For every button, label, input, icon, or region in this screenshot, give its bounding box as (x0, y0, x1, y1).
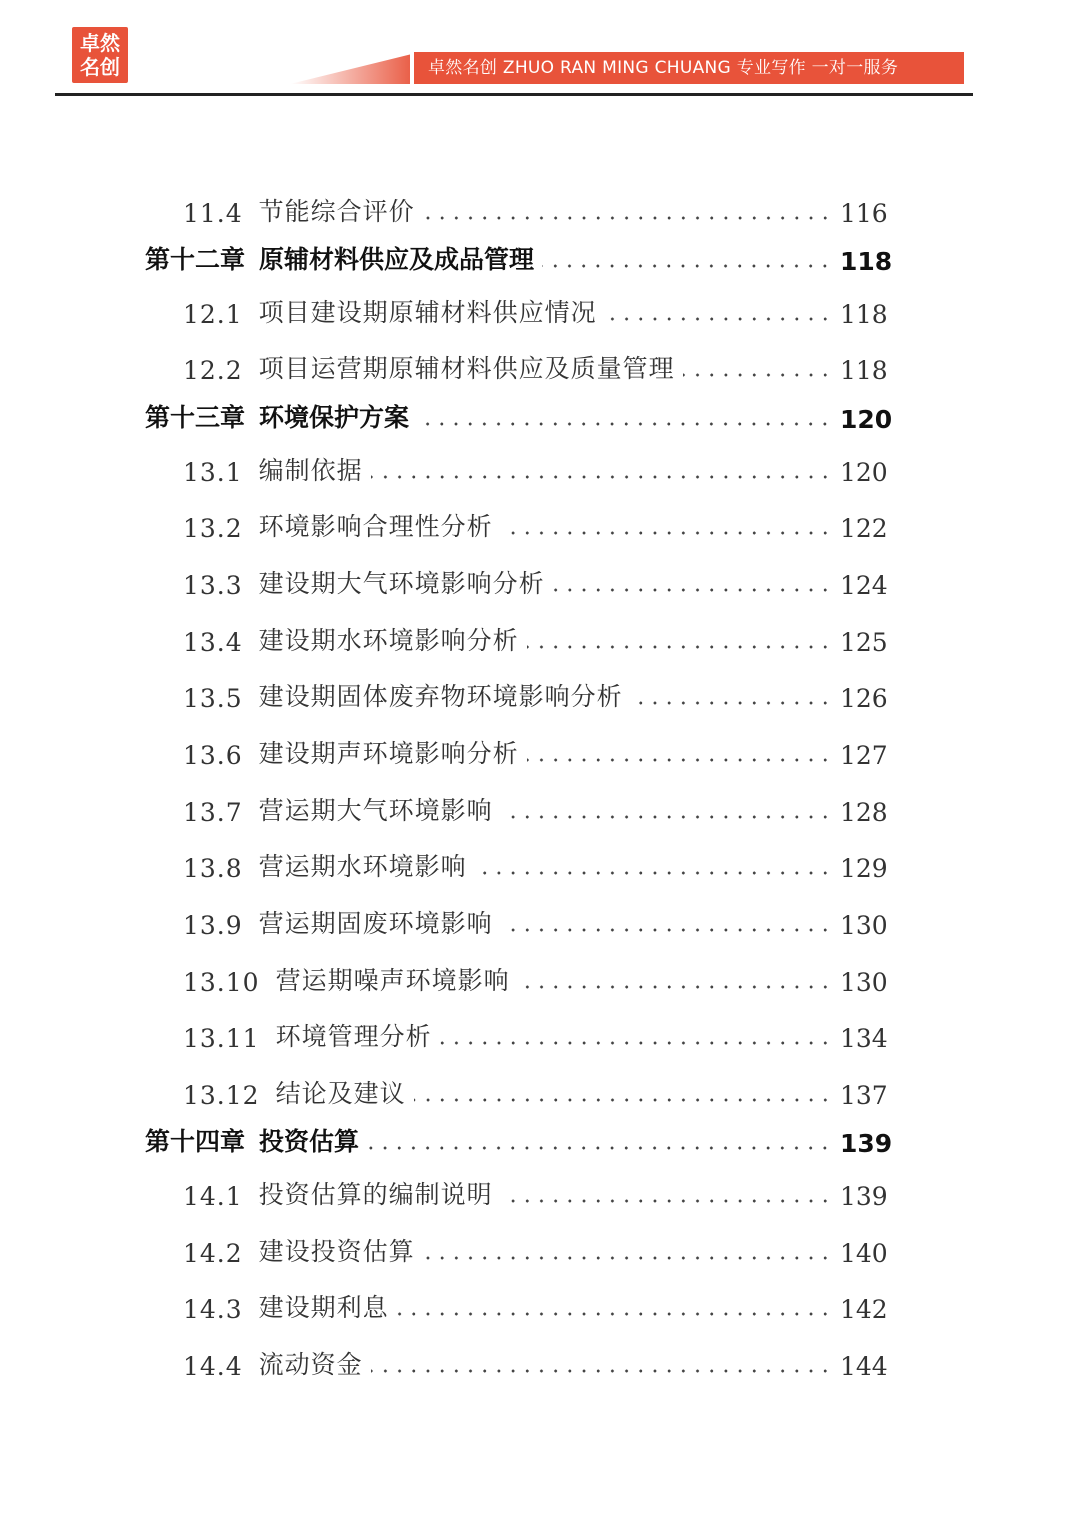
toc-entry-number: 14.4 (183, 1352, 243, 1381)
toc-entry-number: 第十四章 (145, 1127, 246, 1156)
toc-entry-title: 建设期水环境影响分析 (258, 626, 519, 655)
toc-entry-number: 13.2 (183, 514, 243, 543)
toc-chapter-entry[interactable] (0, 1118, 1080, 1158)
toc-section-entry[interactable] (0, 843, 1080, 883)
toc-section-entry[interactable] (0, 730, 1080, 770)
toc-section-entry[interactable] (0, 560, 1080, 600)
toc-chapter-entry[interactable] (0, 394, 1080, 434)
toc-section-entry[interactable] (0, 289, 1080, 329)
toc-section-entry[interactable] (0, 1284, 1080, 1324)
toc-entry-number: 14.2 (183, 1239, 243, 1268)
toc-page-number: 144 (840, 1352, 888, 1381)
brand-logo (72, 27, 128, 83)
toc-page-number: 120 (840, 405, 893, 434)
toc-dot-leader (518, 985, 832, 989)
toc-section-entry[interactable] (0, 1171, 1080, 1211)
toc-entry-title: 环境影响合理性分析 (258, 512, 493, 541)
toc-entry-number: 第十三章 (145, 403, 246, 432)
toc-entry-number: 13.12 (183, 1081, 260, 1110)
toc-dot-leader (417, 422, 832, 426)
toc-dot-leader (631, 701, 832, 705)
toc-section-entry[interactable] (0, 787, 1080, 827)
toc-page-number: 125 (840, 628, 888, 657)
toc-entry-title: 营运期水环境影响 (258, 852, 467, 881)
toc-page-number: 129 (840, 854, 888, 883)
toc-section-entry[interactable] (0, 900, 1080, 940)
logo-line-1: 卓然 (80, 31, 120, 55)
toc-entry-number: 14.3 (183, 1295, 243, 1324)
toc-entry-title: 项目运营期原辅材料供应及质量管理 (258, 354, 675, 383)
toc-entry-title: 投资估算的编制说明 (258, 1180, 493, 1209)
toc-entry-title: 营运期大气环境影响 (258, 796, 493, 825)
toc-entry-number: 13.7 (183, 798, 243, 827)
toc-entry-number: 12.1 (183, 300, 243, 329)
toc-dot-leader (423, 216, 832, 220)
toc-page-number: 142 (840, 1295, 888, 1324)
toc-section-entry[interactable] (0, 1013, 1080, 1053)
toc-entry-title: 营运期固废环境影响 (258, 909, 493, 938)
toc-entry-title: 编制依据 (258, 456, 363, 485)
toc-section-entry[interactable] (0, 1070, 1080, 1110)
toc-dot-leader (414, 1098, 832, 1102)
toc-page-number: 127 (840, 741, 888, 770)
header-divider (55, 93, 973, 96)
toc-entry-title: 建设期声环境影响分析 (258, 739, 519, 768)
toc-entry-title: 项目建设期原辅材料供应情况 (258, 298, 597, 327)
toc-dot-leader (501, 815, 832, 819)
toc-entry-number: 13.9 (183, 911, 243, 940)
toc-entry-number: 第十二章 (145, 245, 246, 274)
toc-dot-leader (501, 531, 832, 535)
toc-entry-number: 13.1 (183, 458, 243, 487)
toc-entry-number: 13.6 (183, 741, 243, 770)
toc-entry-title: 环境管理分析 (275, 1022, 432, 1051)
toc-section-entry[interactable] (0, 1341, 1080, 1381)
toc-page-number: 120 (840, 458, 888, 487)
toc-entry-number: 14.1 (183, 1182, 243, 1211)
toc-dot-leader (397, 1312, 832, 1316)
brand-banner: 卓然名创 ZHUO RAN MING CHUANG 专业写作 一对一服务 (414, 52, 964, 84)
toc-entry-title: 投资估算 (259, 1127, 360, 1156)
banner-wedge-decoration (290, 52, 420, 84)
toc-entry-title: 环境保护方案 (259, 403, 410, 432)
toc-page-number: 118 (840, 356, 888, 385)
toc-entry-number: 13.4 (183, 628, 243, 657)
toc-section-entry[interactable] (0, 503, 1080, 543)
page-header (0, 0, 1080, 100)
toc-dot-leader (527, 645, 832, 649)
toc-page-number: 130 (840, 968, 888, 997)
toc-page-number: 116 (840, 199, 888, 228)
toc-page-number: 137 (840, 1081, 888, 1110)
toc-page-number: 122 (840, 514, 888, 543)
toc-page-number: 140 (840, 1239, 888, 1268)
toc-entry-title: 流动资金 (258, 1350, 363, 1379)
toc-dot-leader (423, 1256, 832, 1260)
toc-page-number: 134 (840, 1024, 888, 1053)
toc-section-entry[interactable] (0, 447, 1080, 487)
toc-page-number: 128 (840, 798, 888, 827)
toc-entry-title: 建设期大气环境影响分析 (258, 569, 545, 598)
toc-dot-leader (501, 1199, 832, 1203)
toc-entry-title: 建设期利息 (258, 1293, 389, 1322)
toc-dot-leader (553, 588, 832, 592)
toc-entry-title: 建设期固体废弃物环境影响分析 (258, 682, 623, 711)
toc-entry-title: 原辅材料供应及成品管理 (259, 245, 535, 274)
logo-line-2: 名创 (80, 55, 120, 79)
toc-entry-title: 结论及建议 (275, 1079, 406, 1108)
toc-section-entry[interactable] (0, 345, 1080, 385)
toc-dot-leader (605, 317, 832, 321)
toc-page-number: 118 (840, 300, 888, 329)
toc-entry-number: 13.3 (183, 571, 243, 600)
toc-dot-leader (475, 871, 832, 875)
toc-entry-number: 12.2 (183, 356, 243, 385)
toc-entry-number: 13.5 (183, 684, 243, 713)
toc-section-entry[interactable] (0, 188, 1080, 228)
toc-dot-leader (683, 373, 832, 377)
toc-entry-title: 节能综合评价 (258, 197, 415, 226)
toc-entry-number: 13.8 (183, 854, 243, 883)
toc-dot-leader (527, 758, 832, 762)
toc-dot-leader (501, 928, 832, 932)
toc-page-number: 139 (840, 1182, 888, 1211)
toc-page-number: 118 (840, 247, 893, 276)
toc-dot-leader (367, 1146, 832, 1150)
toc-entry-number: 13.10 (183, 968, 260, 997)
toc-section-entry[interactable] (0, 617, 1080, 657)
toc-section-entry[interactable] (0, 957, 1080, 997)
toc-dot-leader (371, 1369, 832, 1373)
toc-section-entry[interactable] (0, 673, 1080, 713)
toc-page-number: 126 (840, 684, 888, 713)
toc-entry-number: 11.4 (183, 199, 243, 228)
toc-chapter-entry[interactable] (0, 236, 1080, 276)
toc-section-entry[interactable] (0, 1228, 1080, 1268)
toc-entry-title: 建设投资估算 (258, 1237, 415, 1266)
toc-page-number: 139 (840, 1129, 893, 1158)
toc-dot-leader (371, 475, 832, 479)
toc-page-number: 124 (840, 571, 888, 600)
toc-entry-title: 营运期噪声环境影响 (275, 966, 510, 995)
toc-entry-number: 13.11 (183, 1024, 260, 1053)
toc-dot-leader (440, 1041, 832, 1045)
toc-page-number: 130 (840, 911, 888, 940)
toc-dot-leader (542, 264, 832, 268)
